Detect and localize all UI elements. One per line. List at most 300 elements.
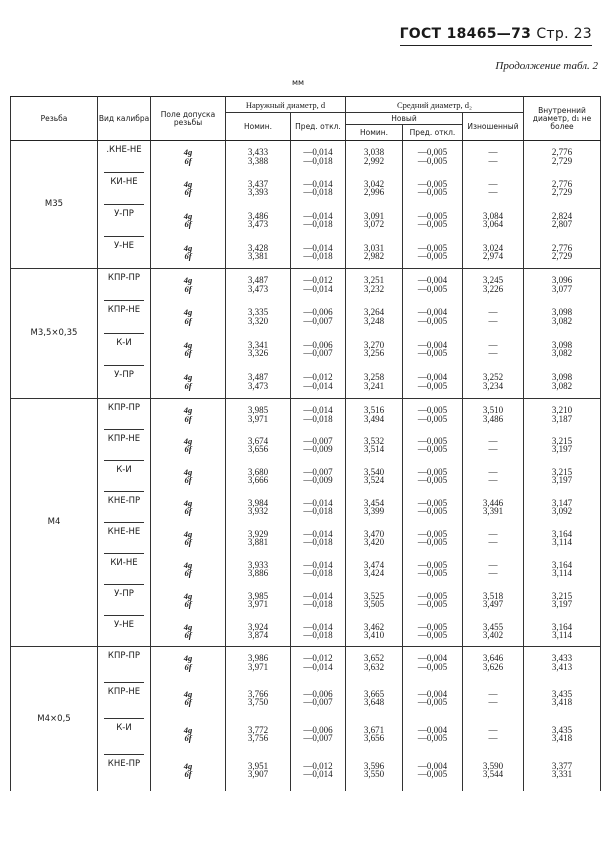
- pitch-deviation: —0,005: [417, 155, 448, 166]
- worn-pitch: —: [488, 733, 498, 743]
- outer-nominal-cell: [226, 719, 291, 755]
- outer-nominal: 3,985: [247, 590, 269, 601]
- tolerance-field-cell: [151, 461, 226, 492]
- gauge-type: К-И: [98, 719, 151, 755]
- outer-deviation: —0,014: [303, 380, 333, 391]
- gauge-type: КПР-НЕ: [98, 301, 151, 334]
- pitch-nominal: 3,505: [363, 599, 385, 609]
- outer-deviation-cell: [291, 141, 346, 173]
- outer-deviation-cell: [291, 461, 346, 492]
- pitch-deviation: —0,005: [417, 537, 448, 547]
- table-row: [11, 523, 601, 554]
- pitch-nominal: 3,550: [363, 769, 385, 779]
- pitch-deviation: —0,004: [417, 339, 448, 350]
- outer-nominal: 3,886: [247, 568, 269, 578]
- outer-nominal: 3,951: [247, 760, 269, 771]
- tolerance-field: 4g: [183, 147, 193, 157]
- gauge-type: КИ-НЕ: [98, 554, 151, 585]
- outer-deviation-cell: [291, 430, 346, 461]
- outer-deviation-cell: [291, 269, 346, 302]
- pitch-nominal-cell: [346, 585, 403, 616]
- pitch-nominal: 3,474: [363, 559, 385, 570]
- pitch-deviation-cell: [403, 585, 463, 616]
- outer-nominal-cell: [226, 430, 291, 461]
- outer-deviation-cell: [291, 523, 346, 554]
- inner-diameter: 3,413: [551, 661, 573, 672]
- gauge-type: КПР-ПР: [98, 647, 151, 683]
- pitch-deviation: —0,005: [417, 661, 448, 672]
- outer-nominal: 3,320: [247, 315, 269, 326]
- pitch-nominal-cell: [346, 237, 403, 269]
- table-row: [11, 301, 601, 334]
- pitch-nominal: 3,270: [363, 339, 385, 350]
- pitch-nominal: 3,632: [363, 661, 385, 672]
- outer-deviation: —0,012: [303, 275, 333, 285]
- worn-pitch-cell: [463, 269, 524, 302]
- outer-nominal-cell: [226, 334, 291, 367]
- outer-nominal: 3,971: [247, 661, 269, 672]
- pitch-nominal: 3,596: [363, 760, 385, 771]
- inner-diameter: 2,776: [551, 242, 573, 253]
- outer-deviation-cell: [291, 492, 346, 523]
- tolerance-field: 4g: [183, 339, 193, 350]
- unit-label: мм: [292, 78, 305, 87]
- worn-pitch: 3,252: [482, 372, 504, 382]
- inner-diameter: 3,331: [551, 769, 573, 779]
- tolerance-field-cell: [151, 616, 226, 647]
- page-number: Стр. 23: [536, 26, 592, 42]
- tolerance-field-cell: [151, 554, 226, 585]
- pitch-deviation-cell: [403, 301, 463, 334]
- tolerance-field: 6f: [184, 630, 192, 640]
- inner-diameter: 3,164: [551, 528, 573, 539]
- pitch-nominal: 3,042: [363, 178, 385, 189]
- outer-nominal: 3,486: [247, 210, 269, 221]
- outer-deviation: —0,006: [303, 688, 333, 699]
- worn-pitch: —: [488, 537, 498, 547]
- worn-pitch-cell: [463, 616, 524, 647]
- pitch-deviation: —0,005: [417, 559, 448, 570]
- outer-nominal-cell: [226, 141, 291, 173]
- tolerance-field: 6f: [184, 187, 192, 197]
- tolerance-field: 6f: [184, 251, 192, 261]
- outer-deviation: —0,009: [303, 475, 333, 485]
- worn-pitch: —: [488, 444, 498, 454]
- outer-nominal: 3,881: [247, 537, 269, 547]
- inner-diameter: 3,077: [551, 283, 573, 294]
- outer-deviation: —0,018: [303, 187, 333, 197]
- tolerance-field: 4g: [183, 621, 193, 632]
- pitch-deviation: —0,005: [417, 251, 448, 261]
- worn-pitch: 3,234: [482, 380, 504, 391]
- pitch-deviation: —0,004: [417, 275, 448, 285]
- pitch-nominal: 3,525: [363, 590, 385, 601]
- tolerance-field: 4g: [183, 559, 193, 570]
- gauge-type: КПР-НЕ: [98, 430, 151, 461]
- outer-nominal: 3,656: [247, 444, 269, 454]
- pitch-nominal: 3,251: [363, 275, 385, 285]
- outer-nominal: 3,680: [247, 466, 269, 477]
- gauge-type: КИ-НЕ: [98, 173, 151, 205]
- pitch-deviation-cell: [403, 523, 463, 554]
- pitch-nominal: 3,248: [363, 315, 385, 326]
- pitch-nominal: 3,420: [363, 537, 385, 547]
- outer-deviation: —0,009: [303, 444, 333, 454]
- outer-deviation-cell: [291, 647, 346, 683]
- worn-pitch: —: [488, 147, 498, 157]
- outer-deviation: —0,007: [303, 348, 333, 358]
- gauge-type: КНЕ-НЕ: [98, 523, 151, 554]
- tolerance-field-cell: [151, 492, 226, 523]
- outer-nominal: 3,388: [247, 155, 269, 166]
- tolerance-field: 4g: [183, 372, 193, 382]
- pitch-deviation: —0,005: [417, 348, 448, 358]
- pitch-deviation: —0,004: [417, 688, 448, 699]
- inner-diameter-cell: [524, 461, 601, 492]
- inner-diameter-cell: [524, 173, 601, 205]
- inner-diameter-cell: [524, 683, 601, 719]
- tolerance-field-cell: [151, 523, 226, 554]
- worn-pitch: 3,446: [482, 497, 504, 508]
- tolerance-field-cell: [151, 237, 226, 269]
- outer-deviation: —0,014: [303, 147, 333, 157]
- tolerance-field: 6f: [184, 475, 192, 485]
- pitch-nominal-cell: [346, 301, 403, 334]
- outer-nominal-cell: [226, 492, 291, 523]
- worn-pitch: —: [488, 697, 498, 707]
- gauge-type: У-ПР: [98, 366, 151, 399]
- pitch-deviation: —0,005: [417, 466, 448, 477]
- gauge-type: КПР-ПР: [98, 269, 151, 302]
- outer-deviation: —0,007: [303, 435, 333, 446]
- tolerance-field: 4g: [183, 435, 193, 446]
- tolerance-field: 6f: [184, 444, 192, 454]
- pitch-nominal: 3,470: [363, 528, 385, 539]
- table-row: [11, 366, 601, 399]
- worn-pitch: 3,518: [482, 590, 504, 601]
- inner-diameter: 3,114: [552, 568, 572, 578]
- outer-deviation-cell: [291, 366, 346, 399]
- inner-diameter-cell: [524, 237, 601, 269]
- pitch-nominal-cell: [346, 269, 403, 302]
- pitch-deviation: —0,005: [417, 769, 448, 779]
- worn-pitch: —: [488, 307, 498, 317]
- outer-nominal: 3,473: [247, 283, 269, 294]
- table-row: [11, 173, 601, 205]
- pitch-deviation: —0,005: [417, 380, 448, 391]
- pitch-deviation-cell: [403, 492, 463, 523]
- outer-nominal-cell: [226, 399, 291, 430]
- inner-diameter: 3,187: [551, 413, 573, 424]
- outer-nominal-cell: [226, 683, 291, 719]
- outer-nominal-cell: [226, 523, 291, 554]
- pitch-deviation: —0,005: [417, 210, 448, 221]
- pitch-deviation: —0,005: [417, 599, 448, 609]
- outer-deviation: —0,014: [303, 178, 333, 189]
- outer-deviation: —0,014: [303, 210, 333, 221]
- inner-diameter: 2,729: [551, 251, 573, 261]
- inner-diameter-cell: [524, 269, 601, 302]
- outer-nominal-cell: [226, 205, 291, 237]
- outer-deviation: —0,018: [303, 537, 333, 547]
- pitch-deviation-cell: [403, 399, 463, 430]
- tolerance-field: 6f: [184, 661, 192, 672]
- outer-deviation: —0,012: [303, 760, 333, 771]
- outer-deviation: —0,018: [303, 219, 333, 229]
- tolerance-field: 4g: [183, 760, 193, 771]
- outer-deviation: —0,014: [303, 283, 333, 294]
- tolerance-field: 6f: [184, 348, 192, 358]
- tolerance-field-cell: [151, 399, 226, 430]
- outer-deviation: —0,012: [303, 653, 333, 663]
- table-row: [11, 755, 601, 791]
- pitch-deviation-cell: [403, 461, 463, 492]
- tolerance-field: 4g: [183, 307, 193, 317]
- outer-deviation: —0,007: [303, 697, 333, 707]
- inner-diameter: 3,435: [551, 724, 573, 735]
- pitch-nominal: 3,232: [363, 283, 385, 294]
- pitch-nominal-cell: [346, 554, 403, 585]
- tolerance-field-cell: [151, 430, 226, 461]
- gauge-type: КНЕ-ПР: [98, 492, 151, 523]
- inner-diameter-cell: [524, 647, 601, 683]
- col-worn: Изношенный: [463, 113, 524, 141]
- worn-pitch: —: [488, 688, 498, 699]
- table-row: [11, 492, 601, 523]
- tolerance-field: 6f: [184, 506, 192, 516]
- tolerance-field-cell: [151, 683, 226, 719]
- worn-pitch: 3,590: [482, 760, 504, 771]
- pitch-deviation: —0,005: [417, 733, 448, 743]
- table-row: [11, 269, 601, 302]
- thread-designation: M3,5×0,35: [11, 269, 98, 399]
- col-pitch-deviation: Пред. откл.: [403, 125, 463, 141]
- outer-deviation-cell: [291, 616, 346, 647]
- pitch-deviation: —0,005: [417, 187, 448, 197]
- gauge-type: У-ПР: [98, 585, 151, 616]
- table-row: [11, 237, 601, 269]
- pitch-deviation-cell: [403, 719, 463, 755]
- tolerance-field: 4g: [183, 724, 193, 735]
- outer-nominal: 3,971: [247, 413, 269, 424]
- worn-pitch-cell: [463, 334, 524, 367]
- outer-nominal: 3,933: [247, 559, 269, 570]
- col-outer-diameter: Наружный диаметр, d: [226, 97, 346, 113]
- outer-nominal: 3,766: [247, 688, 269, 699]
- col-pitch-diameter: Средний диаметр, d₂: [346, 97, 524, 113]
- inner-diameter: 3,164: [551, 559, 573, 570]
- outer-nominal-cell: [226, 366, 291, 399]
- gauge-dimensions-table: [10, 96, 601, 791]
- inner-diameter: 3,147: [551, 497, 573, 508]
- worn-pitch-cell: [463, 205, 524, 237]
- pitch-nominal: 3,454: [363, 497, 385, 508]
- inner-diameter-cell: [524, 301, 601, 334]
- table-row: [11, 205, 601, 237]
- outer-nominal: 3,756: [247, 733, 269, 743]
- outer-nominal: 3,907: [247, 769, 269, 779]
- worn-pitch-cell: [463, 366, 524, 399]
- worn-pitch: 3,064: [482, 219, 504, 229]
- pitch-nominal: 3,524: [363, 475, 385, 485]
- pitch-deviation: —0,005: [417, 147, 448, 157]
- pitch-deviation: —0,005: [417, 630, 448, 640]
- worn-pitch: —: [488, 155, 498, 166]
- outer-nominal: 3,932: [247, 506, 269, 516]
- pitch-nominal-cell: [346, 461, 403, 492]
- outer-deviation: —0,018: [303, 599, 333, 609]
- pitch-nominal-cell: [346, 647, 403, 683]
- inner-diameter: 3,197: [551, 475, 573, 485]
- outer-nominal: 3,381: [247, 251, 269, 261]
- outer-deviation-cell: [291, 719, 346, 755]
- worn-pitch: 3,544: [482, 769, 504, 779]
- gauge-type: У-ПР: [98, 205, 151, 237]
- pitch-deviation: —0,005: [417, 242, 448, 253]
- pitch-nominal-cell: [346, 366, 403, 399]
- pitch-deviation: —0,005: [417, 475, 448, 485]
- inner-diameter: 3,418: [551, 733, 573, 743]
- tolerance-field: 6f: [184, 769, 192, 779]
- pitch-deviation: —0,005: [417, 590, 448, 601]
- pitch-nominal-cell: [346, 616, 403, 647]
- outer-deviation: —0,014: [303, 559, 333, 570]
- pitch-nominal: 3,514: [363, 444, 385, 454]
- outer-deviation: —0,018: [303, 568, 333, 578]
- inner-diameter: 3,096: [551, 275, 573, 285]
- gauge-type: КПР-ПР: [98, 399, 151, 430]
- gauge-type: У-НЕ: [98, 237, 151, 269]
- tolerance-field: 4g: [183, 528, 193, 539]
- pitch-nominal: 3,038: [363, 147, 385, 157]
- worn-pitch: 3,497: [482, 599, 504, 609]
- outer-nominal: 3,473: [247, 219, 269, 229]
- inner-diameter: 3,210: [551, 405, 573, 415]
- pitch-nominal: 3,648: [363, 697, 385, 707]
- inner-diameter: 3,082: [551, 380, 573, 391]
- table-row: [11, 616, 601, 647]
- table-row: [11, 719, 601, 755]
- pitch-nominal: 2,996: [363, 187, 385, 197]
- pitch-nominal-cell: [346, 719, 403, 755]
- inner-diameter-cell: [524, 554, 601, 585]
- pitch-nominal: 3,241: [363, 380, 385, 391]
- inner-diameter-cell: [524, 719, 601, 755]
- inner-diameter-cell: [524, 366, 601, 399]
- table-continuation-label: Продолжение табл. 2: [495, 60, 598, 72]
- outer-deviation-cell: [291, 205, 346, 237]
- outer-nominal-cell: [226, 237, 291, 269]
- outer-deviation-cell: [291, 237, 346, 269]
- worn-pitch: 3,626: [482, 661, 504, 672]
- tolerance-field: 4g: [183, 275, 193, 285]
- pitch-deviation: —0,005: [417, 697, 448, 707]
- tolerance-field: 6f: [184, 568, 192, 578]
- col-inner-diameter: Внутренний диаметр, d₁ не более: [524, 97, 601, 141]
- table-row: [11, 399, 601, 430]
- worn-pitch: —: [488, 528, 498, 539]
- pitch-deviation-cell: [403, 141, 463, 173]
- worn-pitch-cell: [463, 141, 524, 173]
- outer-nominal-cell: [226, 647, 291, 683]
- pitch-deviation: —0,005: [417, 506, 448, 516]
- tolerance-field: 4g: [183, 242, 193, 253]
- inner-diameter: 3,435: [551, 688, 573, 699]
- inner-diameter: 3,092: [551, 506, 573, 516]
- col-gauge-type: Вид калибра: [98, 97, 151, 141]
- tolerance-field-cell: [151, 334, 226, 367]
- pitch-deviation: —0,005: [417, 444, 448, 454]
- tolerance-field: 6f: [184, 697, 192, 707]
- worn-pitch-cell: [463, 237, 524, 269]
- pitch-deviation: —0,005: [417, 315, 448, 326]
- worn-pitch: 3,084: [482, 210, 504, 221]
- col-outer-deviation: Пред. откл.: [291, 113, 346, 141]
- pitch-nominal: 2,992: [363, 155, 385, 166]
- outer-nominal: 3,971: [247, 599, 269, 609]
- pitch-deviation-cell: [403, 237, 463, 269]
- pitch-nominal: 3,424: [363, 568, 385, 578]
- pitch-nominal: 3,258: [363, 372, 385, 382]
- worn-pitch: —: [488, 348, 498, 358]
- inner-diameter-cell: [524, 492, 601, 523]
- worn-pitch-cell: [463, 683, 524, 719]
- inner-diameter: 2,807: [551, 219, 573, 229]
- tolerance-field-cell: [151, 173, 226, 205]
- table-row: [11, 430, 601, 461]
- worn-pitch-cell: [463, 492, 524, 523]
- outer-deviation: —0,014: [303, 405, 333, 415]
- outer-deviation: —0,014: [303, 242, 333, 253]
- tolerance-field: 4g: [183, 497, 193, 508]
- worn-pitch: —: [488, 339, 498, 350]
- outer-deviation: —0,012: [303, 372, 333, 382]
- worn-pitch-cell: [463, 755, 524, 791]
- pitch-nominal: 3,665: [363, 688, 385, 699]
- inner-diameter-cell: [524, 399, 601, 430]
- inner-diameter-cell: [524, 205, 601, 237]
- table-row: [11, 141, 601, 173]
- worn-pitch-cell: [463, 585, 524, 616]
- pitch-deviation-cell: [403, 205, 463, 237]
- pitch-nominal-cell: [346, 334, 403, 367]
- thread-designation: M4×0,5: [11, 647, 98, 791]
- page-header: [400, 26, 592, 46]
- tolerance-field: 4g: [183, 590, 193, 601]
- outer-deviation-cell: [291, 334, 346, 367]
- tolerance-field: 6f: [184, 155, 192, 166]
- table-body: [11, 141, 601, 791]
- worn-pitch-cell: [463, 554, 524, 585]
- outer-deviation: —0,018: [303, 506, 333, 516]
- inner-diameter: 3,114: [552, 630, 572, 640]
- worn-pitch: —: [488, 568, 498, 578]
- pitch-nominal-cell: [346, 141, 403, 173]
- inner-diameter: 3,098: [551, 307, 573, 317]
- worn-pitch: 3,455: [482, 621, 504, 632]
- outer-nominal-cell: [226, 585, 291, 616]
- outer-deviation: —0,014: [303, 528, 333, 539]
- pitch-deviation-cell: [403, 334, 463, 367]
- outer-nominal-cell: [226, 755, 291, 791]
- col-new: Новый: [346, 113, 463, 125]
- outer-nominal-cell: [226, 269, 291, 302]
- inner-diameter: 3,215: [551, 466, 573, 477]
- outer-nominal: 3,924: [247, 621, 269, 632]
- worn-pitch: 2,974: [482, 251, 504, 261]
- pitch-nominal: 3,091: [363, 210, 385, 221]
- pitch-nominal: 3,399: [363, 506, 385, 516]
